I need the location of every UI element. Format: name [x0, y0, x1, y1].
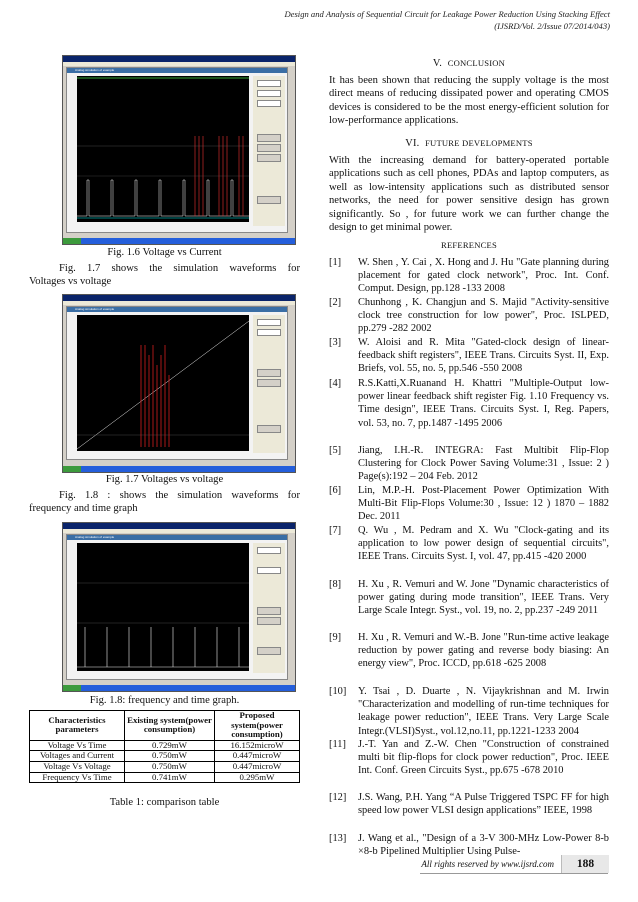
taskbar [63, 466, 295, 472]
analog-simulation-panel [66, 534, 288, 680]
waveform-plot [77, 543, 249, 671]
reference-number: [8] [329, 579, 342, 590]
table-cell: 0.741mW [125, 772, 215, 783]
taskbar [63, 685, 295, 691]
panel-title: Analog simulation of example [75, 307, 115, 311]
control-panel [253, 543, 285, 673]
section-heading-future [329, 138, 609, 149]
reference-item [329, 336, 609, 376]
reference-text: J.-T. Yan and Z.-W. Chen "Construction of constrained multi bit flip-flops for clock power reduction", Proc. IEEE Int. Conf. Green Circuits Syst., pp.675 -678 2010 [358, 739, 609, 777]
time-scale-input[interactable] [257, 547, 281, 554]
paragraph-line: Fig. 1.8 : shows the simulation waveforms for [59, 490, 300, 501]
table-caption: Table 1: comparison table [109, 797, 220, 808]
header-volume: (IJSRD/Vol. 2/Issue 07/2014/043) [494, 21, 610, 31]
step-input[interactable] [257, 100, 281, 107]
voltage-scale-input[interactable] [257, 329, 281, 336]
references-heading [329, 240, 609, 251]
table-row [30, 772, 300, 783]
sweep-trace [77, 321, 249, 449]
figure-caption: Fig. 1.6 Voltage vs Current [107, 247, 222, 258]
table-cell: Voltages and Current [30, 751, 125, 762]
close-button[interactable] [257, 647, 281, 655]
simulation-window-voltage-current [62, 55, 296, 245]
waveform-graph [77, 543, 249, 671]
table-cell: 0.447microW [215, 751, 300, 762]
future-body: With the increasing demand for battery-operated portable applications such as cell phones, PDAs and laptop computers, as well as low-intensity applications such as distributed sensor networks, the need for power sensitive design has grown significantly. So , for future work we can further change the design to get minimal power. [329, 155, 609, 234]
paragraph [29, 489, 300, 516]
window-menubar [63, 529, 295, 533]
simulation-window-voltage-voltage [62, 294, 296, 473]
frequency-pulses [85, 627, 239, 667]
start-button[interactable] [257, 369, 281, 377]
reference-number: [6] [329, 485, 342, 496]
paragraph [29, 262, 300, 289]
paragraph-line: Fig. 1.7 shows the simulation waveforms for [59, 263, 300, 274]
close-button[interactable] [257, 196, 281, 204]
comparison-table [29, 710, 300, 783]
reference-item [329, 484, 609, 524]
window-menubar [63, 62, 295, 66]
reference-number: [2] [329, 297, 342, 308]
reference-number: [12] [329, 792, 347, 803]
running-header [284, 8, 610, 32]
reference-text: Chunhong , K. Changjun and S. Majid "Activity-sensitive clock tree construction for low power", Proc. ISLPED, pp.279 -282 2002 [358, 297, 609, 335]
control-panel [253, 315, 285, 453]
analog-simulation-panel [66, 306, 288, 460]
table-row [30, 740, 300, 751]
stop-button[interactable] [257, 379, 281, 387]
reference-text: R.S.Katti,X.Ruanand H. Khattri "Multiple-Output low-power linear feedback shift register Fig. 1.10 Frequency vs. Time design", IEEE Trans. Circuits Syst. I, Reg. Papers, vol. 53, no. 7, pp.1487 -1495 2006 [358, 378, 609, 429]
header-title: Design and Analysis of Sequential Circuit for Leakage Power Reduction Using Stacking Effect [284, 9, 610, 19]
section-title: FUTURE DEVELOPMENTS [425, 138, 533, 148]
window-menubar [63, 301, 295, 305]
footer-copyright: All rights reserved by www.ijsrd.com [404, 859, 554, 869]
time-scale-input[interactable] [257, 319, 281, 326]
close-button[interactable] [257, 425, 281, 433]
reference-item [329, 631, 609, 671]
table-cell: Frequency Vs Time [30, 772, 125, 783]
waveform-plot [77, 76, 249, 222]
reference-text: Y. Tsai , D. Duarte , N. Vijaykrishnan and M. Irwin "Characterization and modelling of run-time techniques for leakage power reduction", IEEE Trans. Very Large Scale Integr.(VLSI)Syst., vol.12,no.11, pp.1221-1233 2004 [358, 686, 609, 737]
table-cell: 0.295mW [215, 772, 300, 783]
table-cell: 0.729mW [125, 740, 215, 751]
reference-number: [10] [329, 686, 347, 697]
panel-title: Analog simulation of example [75, 68, 115, 72]
table-header-row [30, 711, 300, 741]
table-row [30, 751, 300, 762]
references-title: REFERENCES [441, 240, 497, 250]
time-scale-input[interactable] [257, 80, 281, 87]
page-number: 188 [561, 855, 609, 873]
table-cell: Voltage Vs Voltage [30, 761, 125, 772]
table-cell: 16.152microW [215, 740, 300, 751]
paragraph-line: frequency and time graph [29, 503, 138, 515]
reference-number: [13] [329, 833, 347, 844]
reference-text: H. Xu , R. Vemuri and W.-B. Jone "Run-time active leakage reduction by power gating and reverse body biasing: An energy view", Proc. ICCD, pp.618 -625 2008 [358, 632, 609, 670]
conclusion-body: It has been shown that reducing the supply voltage is the most direct means of reducing dissipated power and operating CMOS devices is considered to be the most energy-efficient solution for low-performance applications. [329, 75, 609, 127]
reference-number: [3] [329, 337, 342, 348]
reference-item [329, 791, 609, 817]
reference-text: J.S. Wang, P.H. Yang “A Pulse Triggered TSPC FF for high speed low power VLSI design applications” IEEE, 1998 [358, 792, 609, 817]
figure-caption: Fig. 1.8: frequency and time graph. [89, 695, 240, 706]
table-header-cell: Existing system(power consumption) [125, 711, 215, 741]
table-row [30, 761, 300, 772]
reference-text: W. Aloisi and R. Mita "Gated-clock design of linear-feedback shift registers", IEEE Trans. Circuits Syst. II, Exp. Briefs, vol. 55, no. 5, pp.546 -550 2008 [358, 337, 609, 375]
table-cell: 0.447microW [215, 761, 300, 772]
reference-number: [5] [329, 445, 342, 456]
section-number: VI. [405, 138, 420, 149]
transfer-curve [141, 345, 169, 447]
section-title: CONCLUSION [447, 58, 506, 68]
start-button[interactable] [257, 134, 281, 142]
reference-item [329, 377, 609, 430]
panel-title: Analog simulation of example [75, 535, 115, 539]
table-header-cell: Characteristics parameters [30, 711, 125, 741]
reference-text: Q. Wu , M. Pedram and X. Wu "Clock-gating and its application to low power design of sequential circuits", IEEE Trans. Circuits Syst. I, vol. 47, pp.415 -420 2000 [358, 525, 609, 563]
table-cell: 0.750mW [125, 751, 215, 762]
reference-text: H. Xu , R. Vemuri and W. Jone "Dynamic characteristics of power gating during mode transition", IEEE Trans. Very Large Scale Integr. Syst., vol. 19, no. 2, pp.237 -249 2011 [358, 579, 609, 617]
paragraph-line: Voltages vs voltage [29, 276, 112, 288]
reference-number: [4] [329, 378, 342, 389]
waveform-plot [77, 315, 249, 451]
reference-text: Jiang, I.H.-R. INTEGRA: Fast Multibit Flip-Flop Clustering for Clock Power Saving Volume:31 , Issue: 2 ) Page(s):192 – 204 Feb. 2012 [358, 445, 609, 483]
section-number: V. [432, 58, 443, 69]
reference-item [329, 738, 609, 778]
reference-item [329, 444, 609, 484]
table-header-cell: Proposed system(power consumption) [215, 711, 300, 741]
analog-simulation-panel [66, 67, 288, 233]
footer-rule [420, 873, 608, 874]
reference-item [329, 296, 609, 336]
reference-number: [11] [329, 739, 346, 750]
stop-button[interactable] [257, 617, 281, 625]
waveform-graph [77, 315, 249, 451]
reference-number: [7] [329, 525, 342, 536]
start-menu-button[interactable] [63, 685, 81, 691]
waveform-graph [77, 76, 249, 222]
reference-text: W. Shen , Y. Cai , X. Hong and J. Hu "Gate planning during placement for gated clock network", Proc. Int. Conf. Comput. Design, pp.128 -133 2008 [358, 257, 609, 295]
reference-text: J. Wang et al., "Design of a 3-V 300-MHz Low-Power 8-b ×8-b Pipelined Multiplier Using Pulse- [358, 833, 609, 858]
control-panel [253, 76, 285, 226]
table-cell: 0.750mW [125, 761, 215, 772]
stop-button[interactable] [257, 144, 281, 152]
simulation-window-frequency-time [62, 522, 296, 692]
reference-item [329, 578, 609, 618]
reference-text: Lin, M.P.-H. Post-Placement Power Optimization With Multi-Bit Flip-Flops Volume:30 , Issue: 12 ) 1870 – 1882 Dec. 2011 [358, 485, 609, 523]
figure-caption: Fig. 1.7 Voltages vs voltage [105, 474, 224, 485]
reset-button[interactable] [257, 154, 281, 162]
section-heading-conclusion [329, 58, 609, 69]
reference-item [329, 524, 609, 564]
reference-number: [1] [329, 257, 342, 268]
taskbar [63, 238, 295, 244]
start-menu-button[interactable] [63, 238, 81, 244]
voltage-scale-input[interactable] [257, 567, 281, 574]
reference-item [329, 256, 609, 296]
start-button[interactable] [257, 607, 281, 615]
reference-item [329, 685, 609, 738]
voltage-scale-input[interactable] [257, 90, 281, 97]
table-cell: Voltage Vs Time [30, 740, 125, 751]
start-menu-button[interactable] [63, 466, 81, 472]
reference-number: [9] [329, 632, 342, 643]
